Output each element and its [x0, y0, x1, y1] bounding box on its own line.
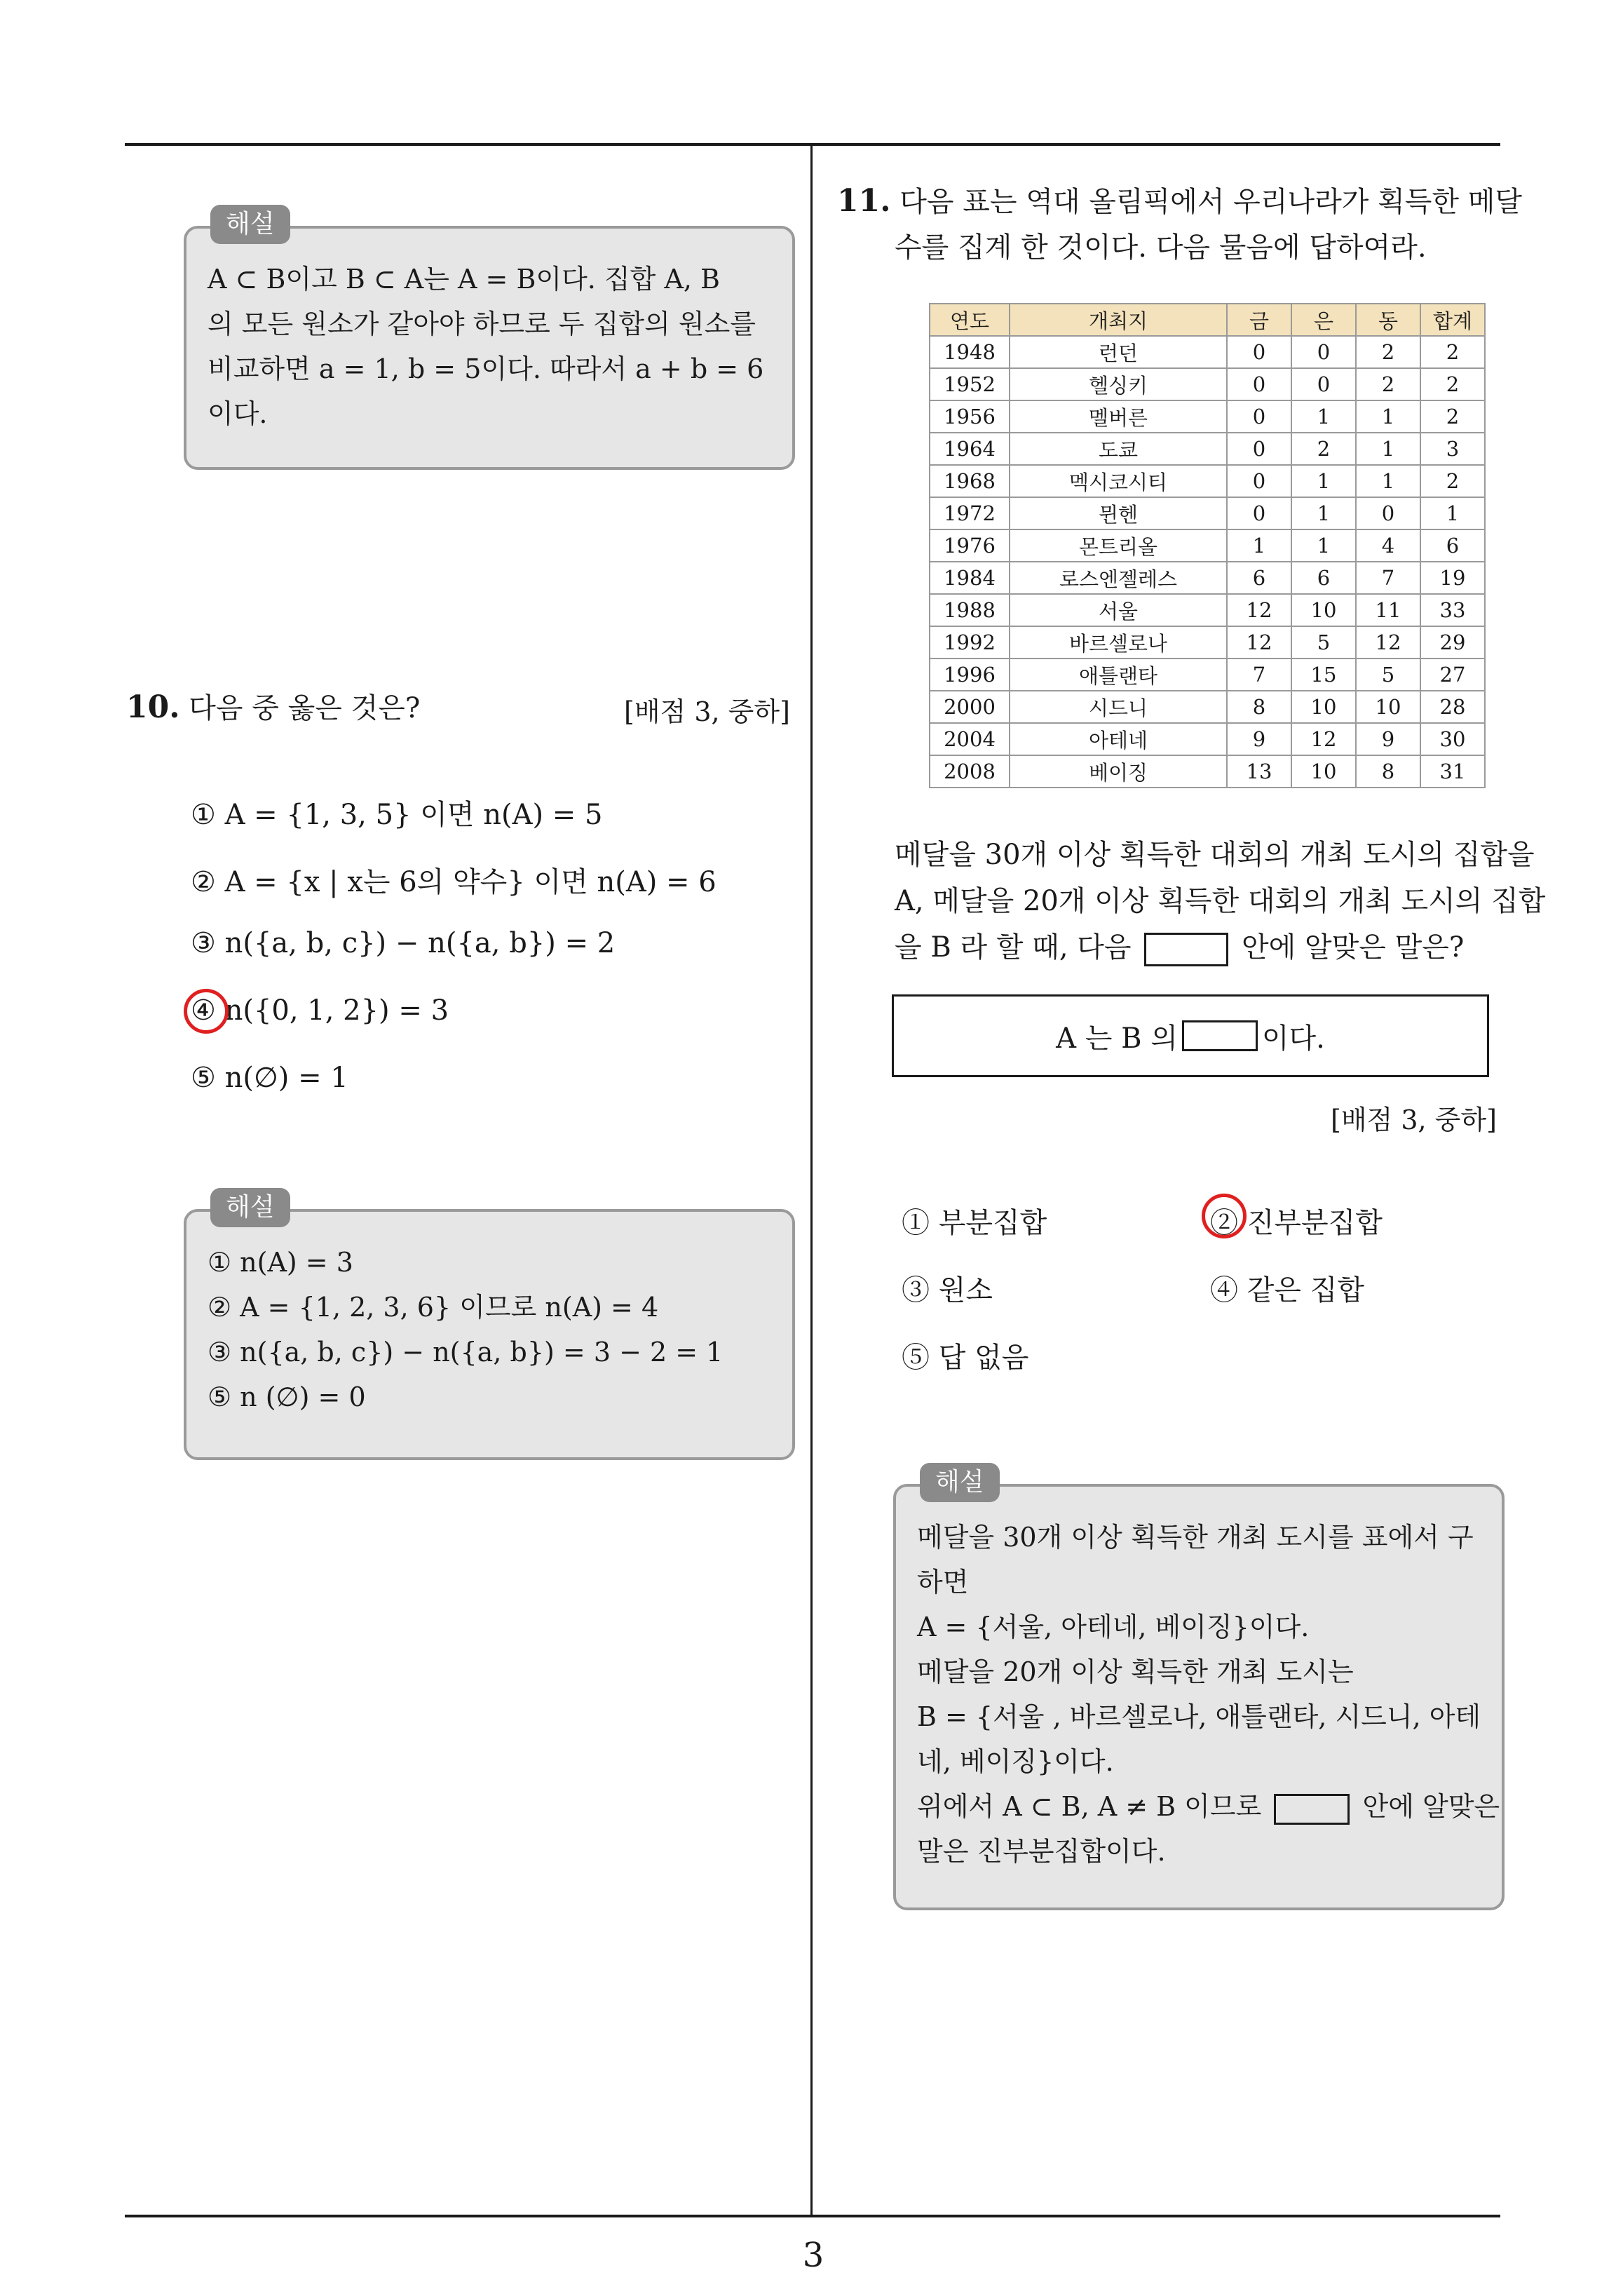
statement-blank	[1182, 1020, 1258, 1051]
page-number: 3	[802, 2236, 824, 2275]
cell-total: 2	[1420, 336, 1485, 368]
cell-total: 6	[1420, 529, 1485, 562]
cell-silver: 12	[1291, 723, 1356, 755]
table-row	[930, 336, 1485, 368]
cell-total: 2	[1420, 465, 1485, 497]
answer-blank	[1144, 933, 1228, 966]
cell-total: 1	[1420, 497, 1485, 529]
solution-11-text	[917, 1515, 1500, 1874]
header-silver: 은	[1291, 304, 1356, 336]
header-year: 연도	[930, 304, 1010, 336]
table-row	[930, 497, 1485, 529]
cell-year: 2004	[930, 723, 1010, 755]
cell-gold: 12	[1227, 626, 1291, 659]
cell-bronze: 0	[1356, 497, 1420, 529]
cell-bronze: 8	[1356, 755, 1420, 788]
cell-bronze: 4	[1356, 529, 1420, 562]
cell-bronze: 1	[1356, 400, 1420, 433]
cell-bronze: 1	[1356, 465, 1420, 497]
solution-box-11	[893, 1484, 1505, 1910]
cell-silver: 10	[1291, 594, 1356, 626]
cell-gold: 1	[1227, 529, 1291, 562]
cell-host: 멜버른	[1010, 400, 1227, 433]
cell-gold: 13	[1227, 755, 1291, 788]
solution-line: B = {서울 , 바르셀로나, 애틀랜타, 시드니, 아테	[917, 1701, 1481, 1732]
cell-bronze: 5	[1356, 659, 1420, 691]
cell-host: 로스엔젤레스	[1010, 562, 1227, 594]
solution-badge: 해설	[210, 205, 290, 244]
option-1[interactable]: ① A = {1, 3, 5} 이면 n(A) = 5	[191, 799, 603, 831]
cell-total: 2	[1420, 368, 1485, 400]
top-rule	[125, 143, 1500, 146]
cell-year: 1952	[930, 368, 1010, 400]
table-row	[930, 529, 1485, 562]
table-row	[930, 368, 1485, 400]
table-row	[930, 433, 1485, 465]
cell-gold: 0	[1227, 400, 1291, 433]
solution-line: 비교하면 a = 1, b = 5이다. 따라서 a + b = 6	[208, 353, 764, 384]
option-3[interactable]: ③ n({a, b, c}) − n({a, b}) = 2	[191, 927, 616, 959]
cell-silver: 15	[1291, 659, 1356, 691]
solution-10-text	[208, 1240, 723, 1419]
cell-host: 아테네	[1010, 723, 1227, 755]
solution-line: 의 모든 원소가 같아야 하므로 두 집합의 원소를	[208, 309, 756, 339]
solution-line: A ⊂ B이고 B ⊂ A는 A = B이다. 집합 A, B	[208, 264, 720, 295]
cell-host: 도쿄	[1010, 433, 1227, 465]
option-4[interactable]: ④ n({0, 1, 2}) = 3	[191, 994, 449, 1027]
header-bronze: 동	[1356, 304, 1420, 336]
table-row	[930, 465, 1485, 497]
cell-total: 2	[1420, 400, 1485, 433]
cell-bronze: 2	[1356, 368, 1420, 400]
question-text-line: 수를 집계 한 것이다. 다음 물음에 답하여라.	[895, 231, 1427, 264]
cell-bronze: 11	[1356, 594, 1420, 626]
solution-line: ① n(A) = 3	[208, 1247, 353, 1278]
option-1[interactable]: ① 부분집합	[902, 1207, 1047, 1239]
solution-line	[917, 1784, 1500, 1829]
body-line	[895, 924, 1545, 971]
header-gold: 금	[1227, 304, 1291, 336]
cell-gold: 0	[1227, 368, 1291, 400]
cell-silver: 6	[1291, 562, 1356, 594]
table-header-row	[930, 304, 1485, 336]
solution-line: 네, 베이징}이다.	[917, 1746, 1114, 1777]
cell-gold: 0	[1227, 336, 1291, 368]
statement-box	[892, 994, 1489, 1077]
cell-year: 2000	[930, 691, 1010, 723]
cell-host: 뮌헨	[1010, 497, 1227, 529]
cell-bronze: 7	[1356, 562, 1420, 594]
table-row	[930, 400, 1485, 433]
option-5[interactable]: ⑤ n(∅) = 1	[191, 1062, 348, 1094]
cell-year: 1956	[930, 400, 1010, 433]
cell-total: 31	[1420, 755, 1485, 788]
cell-silver: 5	[1291, 626, 1356, 659]
table-row	[930, 691, 1485, 723]
solution-line: 하면	[917, 1567, 969, 1598]
cell-total: 28	[1420, 691, 1485, 723]
question-number: 11.	[837, 183, 891, 219]
cell-gold: 0	[1227, 433, 1291, 465]
table-row	[930, 594, 1485, 626]
score-label: [배점 3, 중하]	[1331, 1105, 1497, 1135]
cell-year: 1964	[930, 433, 1010, 465]
cell-total: 29	[1420, 626, 1485, 659]
solution-line: ③ n({a, b, c}) − n({a, b}) = 3 − 2 = 1	[208, 1337, 724, 1368]
cell-silver: 0	[1291, 368, 1356, 400]
body-line-part: 을 B 라 할 때, 다음	[895, 931, 1132, 964]
cell-total: 33	[1420, 594, 1485, 626]
solution-line: ② A = {1, 2, 3, 6} 이므로 n(A) = 4	[208, 1292, 659, 1323]
question-text: 다음 중 옳은 것은?	[189, 692, 421, 724]
cell-gold: 0	[1227, 465, 1291, 497]
option-5[interactable]: ⑤ 답 없음	[902, 1342, 1029, 1374]
table-row	[930, 626, 1485, 659]
column-divider	[810, 143, 813, 2216]
header-total: 합계	[1420, 304, 1485, 336]
body-line-part: 안에 알맞은 말은?	[1241, 931, 1465, 964]
cell-host: 몬트리올	[1010, 529, 1227, 562]
table-row	[930, 755, 1485, 788]
cell-bronze: 1	[1356, 433, 1420, 465]
solution-blank	[1274, 1794, 1350, 1825]
table-row	[930, 723, 1485, 755]
score-label: [배점 3, 중하]	[624, 696, 790, 727]
cell-silver: 0	[1291, 336, 1356, 368]
body-line: 메달을 30개 이상 획득한 대회의 개최 도시의 집합을	[895, 839, 1535, 871]
cell-year: 1968	[930, 465, 1010, 497]
answer-circle-mark	[1202, 1194, 1247, 1238]
cell-host: 애틀랜타	[1010, 659, 1227, 691]
solution-line: 메달을 20개 이상 획득한 개최 도시는	[917, 1656, 1354, 1687]
solution-badge: 해설	[210, 1188, 290, 1227]
table-row	[930, 562, 1485, 594]
solution-line: 메달을 30개 이상 획득한 개최 도시를 표에서 구	[917, 1522, 1474, 1553]
cell-host: 베이징	[1010, 755, 1227, 788]
cell-host: 헬싱키	[1010, 368, 1227, 400]
question-11	[837, 178, 1522, 225]
cell-bronze: 12	[1356, 626, 1420, 659]
cell-host: 시드니	[1010, 691, 1227, 723]
cell-gold: 9	[1227, 723, 1291, 755]
cell-silver: 10	[1291, 691, 1356, 723]
cell-gold: 12	[1227, 594, 1291, 626]
solution-badge: 해설	[920, 1463, 1000, 1502]
cell-host: 바르셀로나	[1010, 626, 1227, 659]
cell-host: 멕시코시티	[1010, 465, 1227, 497]
cell-year: 1992	[930, 626, 1010, 659]
cell-bronze: 2	[1356, 336, 1420, 368]
medal-table-body	[930, 336, 1485, 788]
solution-line: 이다.	[208, 398, 268, 429]
cell-total: 30	[1420, 723, 1485, 755]
cell-gold: 0	[1227, 497, 1291, 529]
solution-line: 말은 진부분집합이다.	[917, 1836, 1166, 1867]
table-row	[930, 659, 1485, 691]
cell-year: 1996	[930, 659, 1010, 691]
question-11-body	[895, 832, 1545, 971]
cell-host: 런던	[1010, 336, 1227, 368]
question-10	[126, 684, 420, 731]
solution-line-part: 안에 알맞은	[1362, 1791, 1500, 1822]
option-4[interactable]: ④ 같은 집합	[1210, 1274, 1364, 1306]
question-text-line: 다음 표는 역대 올림픽에서 우리나라가 획득한 메달	[899, 186, 1523, 218]
solution-line: ⑤ n (∅) = 0	[208, 1382, 366, 1412]
solution-line: A = {서울, 아테네, 베이징}이다.	[917, 1612, 1310, 1642]
cell-silver: 1	[1291, 497, 1356, 529]
option-3[interactable]: ③ 원소	[902, 1274, 993, 1306]
cell-total: 3	[1420, 433, 1485, 465]
question-number: 10.	[126, 689, 180, 725]
header-host: 개최지	[1010, 304, 1227, 336]
cell-year: 2008	[930, 755, 1010, 788]
cell-year: 1988	[930, 594, 1010, 626]
bottom-rule	[125, 2215, 1500, 2217]
cell-silver: 10	[1291, 755, 1356, 788]
cell-silver: 1	[1291, 465, 1356, 497]
cell-bronze: 9	[1356, 723, 1420, 755]
cell-gold: 6	[1227, 562, 1291, 594]
cell-total: 19	[1420, 562, 1485, 594]
solution-box-10	[184, 1209, 795, 1460]
cell-gold: 8	[1227, 691, 1291, 723]
cell-gold: 7	[1227, 659, 1291, 691]
cell-silver: 1	[1291, 400, 1356, 433]
solution-9-text	[208, 257, 763, 436]
cell-year: 1948	[930, 336, 1010, 368]
cell-bronze: 10	[1356, 691, 1420, 723]
medal-table	[929, 303, 1486, 788]
cell-year: 1972	[930, 497, 1010, 529]
solution-line-part: 위에서 A ⊂ B, A ≠ B 이므로	[917, 1791, 1262, 1822]
cell-year: 1976	[930, 529, 1010, 562]
cell-silver: 2	[1291, 433, 1356, 465]
cell-year: 1984	[930, 562, 1010, 594]
cell-silver: 1	[1291, 529, 1356, 562]
body-line: A, 메달을 20개 이상 획득한 대회의 개최 도시의 집합	[895, 885, 1546, 917]
answer-circle-mark	[184, 989, 229, 1034]
option-2[interactable]: ② 진부분집합	[1210, 1207, 1383, 1239]
option-2[interactable]: ② A = {x | x는 6의 약수} 이면 n(A) = 6	[191, 866, 717, 898]
solution-box-9	[184, 226, 795, 470]
statement-right: 이다.	[1261, 1022, 1325, 1055]
statement-left: A 는 B 의	[1056, 1022, 1178, 1055]
cell-host: 서울	[1010, 594, 1227, 626]
cell-total: 27	[1420, 659, 1485, 691]
